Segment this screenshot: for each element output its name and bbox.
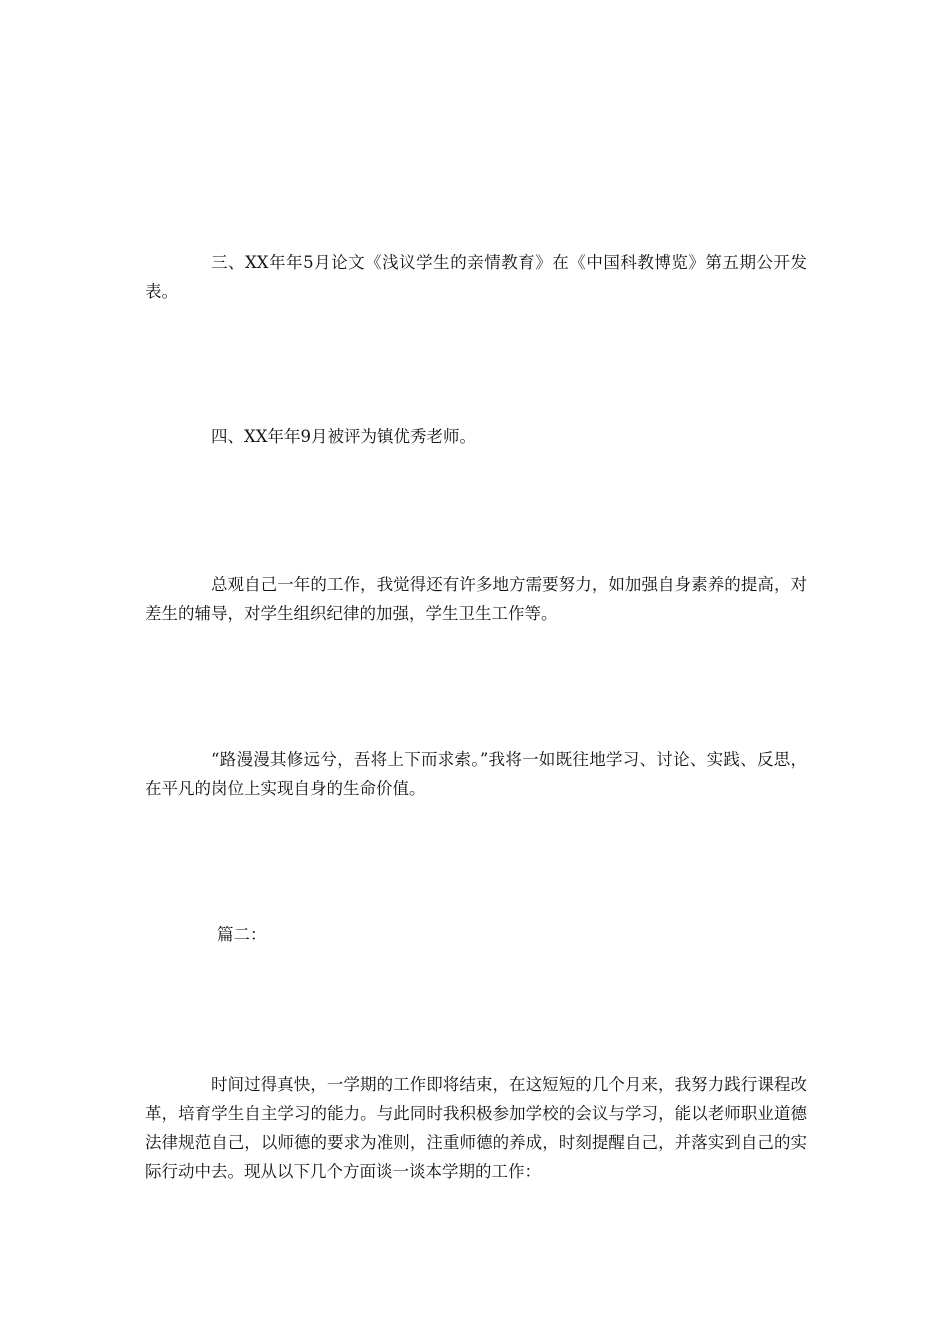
paragraph-teacher-award: 四、XX年年9月被评为镇优秀老师。	[211, 427, 476, 446]
paragraph-paper-publication: 三、XX年年5月论文《浅议学生的亲情教育》在《中国科教博览》第五期公开发表。	[145, 253, 807, 301]
paragraph-quote: “路漫漫其修远兮，吾将上下而求索。”我将一如既往地学习、讨论、实践、反思，在平凡的岗位上实现自身的生命价值。	[145, 750, 807, 798]
section-heading-part-two: 篇二：	[217, 925, 267, 944]
paragraph-intro-part-two: 时间过得真快，一学期的工作即将结束，在这短短的几个月来，我努力践行课程改革，培育学生自主学习的能力。与此同时我积极参加学校的会议与学习，能以老师职业道德法律规范自己，以师德的要求为准则，注重师德的养成，时刻提醒自己，并落实到自己的实际行动中去。现从以下几个方面谈一谈本学期的工作：	[145, 1075, 807, 1181]
paragraph-summary: 总观自己一年的工作，我觉得还有许多地方需要努力，如加强自身素养的提高，对差生的辅导，对学生组织纪律的加强，学生卫生工作等。	[145, 575, 807, 623]
